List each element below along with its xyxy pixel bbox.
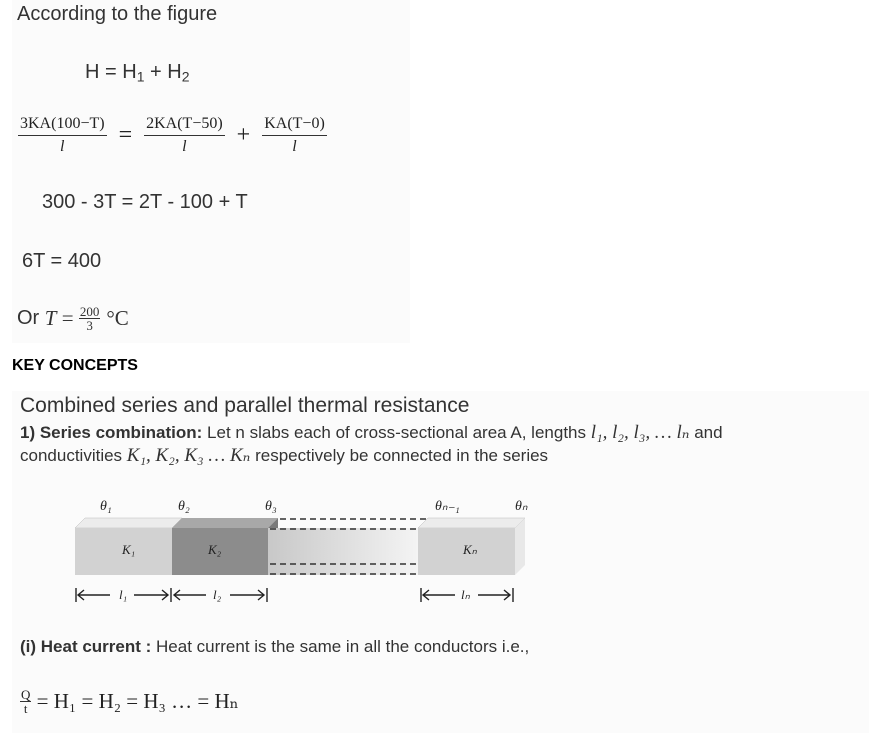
conductivities-expression: K₁, K₂, K₃ … Kₙ — [126, 445, 251, 466]
equation-result — [17, 305, 129, 332]
temp-label-1: θ₁ — [100, 499, 112, 514]
slab-1-top — [75, 518, 182, 528]
eq1-sub1: 1 — [136, 68, 145, 85]
series-text-1: Let n slabs each of cross-sectional area A, lengths — [202, 423, 591, 442]
result-num: 200 — [79, 304, 100, 319]
fraction-mid-den: l — [182, 138, 187, 155]
length-label-n: lₙ — [461, 587, 470, 602]
concept-title: Combined series and parallel thermal resistance — [20, 394, 470, 417]
equation-expanded: 300 - 3T = 2T - 100 + T — [42, 191, 248, 213]
fraction-rhs-den: l — [292, 138, 297, 155]
slab-2-top — [172, 518, 278, 528]
fraction-mid — [144, 115, 225, 156]
eq1-lhs: H = H — [85, 61, 137, 83]
solution-intro: According to the figure — [17, 3, 218, 25]
temp-label-2: θ₂ — [178, 499, 190, 514]
equals-sign: = — [118, 122, 133, 148]
equation-heat-sum — [85, 61, 190, 84]
k-label-n: Kₙ — [463, 542, 477, 557]
series-text-4: respectively be connected in the series — [250, 446, 549, 465]
plus-sign: + — [236, 122, 251, 148]
eq1-sub2: 2 — [181, 68, 190, 85]
eq1-mid: + H — [144, 61, 182, 83]
length-label-1: l₁ — [119, 587, 128, 602]
fraction-lhs — [18, 115, 107, 156]
temp-label-n-minus-1: θₙ₋₁ — [435, 499, 460, 514]
equation-simplified: 6T = 400 — [22, 250, 102, 272]
equation-fractions — [18, 115, 327, 156]
fraction-mid-num: 2KA(T−50) — [144, 115, 225, 136]
result-prefix: Or — [17, 307, 45, 329]
series-combination-line1 — [20, 421, 723, 444]
k-label-1: K₁ — [122, 542, 136, 557]
heat-current-formula — [20, 688, 239, 715]
slab-n-top — [418, 518, 525, 528]
key-concepts-heading: KEY CONCEPTS — [12, 357, 138, 374]
heat-current-text: Heat current is the same in all the conductors i.e., — [151, 637, 530, 656]
heat-current-line — [20, 637, 529, 657]
series-combination-line2 — [20, 444, 548, 467]
result-den: 3 — [86, 318, 93, 333]
result-var: T — [44, 306, 57, 330]
heat-current-equalities: = H₁ = H₂ = H₃ … = Hₙ — [31, 689, 239, 713]
fraction-rhs — [262, 115, 327, 156]
k-label-2: K₂ — [208, 542, 222, 557]
lengths-expression: l₁, l₂, l₃, … lₙ — [590, 422, 690, 443]
slab-fade-middle — [268, 528, 418, 575]
series-text-3: conductivities — [20, 446, 127, 465]
temp-label-n: θₙ — [515, 499, 528, 514]
result-fraction — [79, 305, 101, 332]
series-slabs-diagram — [60, 488, 540, 613]
fraction-lhs-num: 3KA(100−T) — [18, 115, 107, 136]
length-label-2: l₂ — [213, 587, 222, 602]
heat-current-fraction — [20, 688, 31, 715]
result-unit: °C — [106, 306, 129, 330]
heat-current-label: (i) Heat current : — [20, 637, 152, 656]
slab-n-side — [515, 518, 525, 575]
heat-current-den: t — [23, 701, 28, 716]
series-text-2: and — [689, 423, 723, 442]
heat-current-num: Q — [21, 687, 31, 702]
fraction-rhs-num: KA(T−0) — [262, 115, 327, 136]
fraction-lhs-den: l — [60, 138, 65, 155]
result-equals: = — [56, 306, 79, 330]
temp-label-3: θ₃ — [265, 499, 277, 514]
series-label: 1) Series combination: — [20, 423, 203, 442]
solution-panel — [12, 0, 410, 343]
